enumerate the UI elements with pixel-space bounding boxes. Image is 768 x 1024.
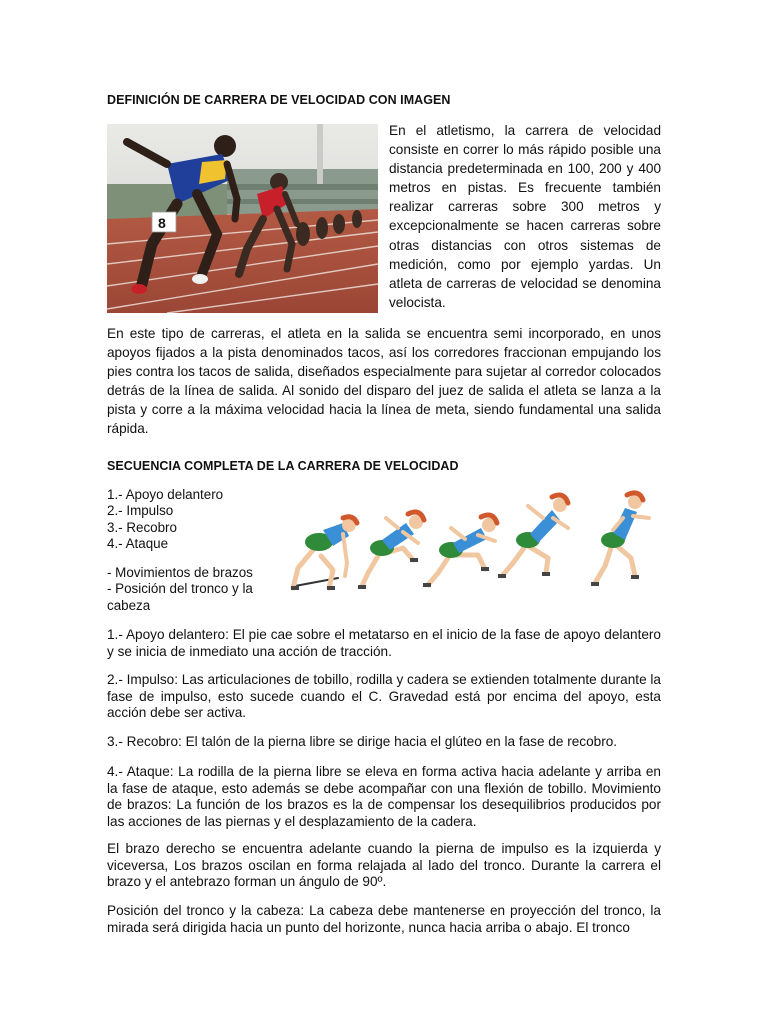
extras-list	[107, 565, 267, 614]
list-item: 3.- Recobro	[107, 519, 177, 535]
list-item: 2.- Impulso	[107, 503, 174, 519]
sprint-sequence-illustration	[283, 488, 668, 608]
paragraph-impulso: 2.- Impulso: Las articulaciones de tobillo, rodilla y cadera se extienden totalmente durante la fase de impulso, esto sucede cuando el C. Gravedad está por encima del apoyo, esta acción debe ser activa.	[107, 672, 661, 720]
paragraph-recobro: 3.- Recobro: El talón de la pierna libre se dirige hacia el glúteo en la fase de recobro.	[107, 734, 618, 749]
intro-paragraph: En el atletismo, la carrera de velocidad consiste en correr lo más rápido posible una distancia predeterminada en 100, 200 y 400 metros en pistas. Es frecuente también realizar carreras sobre 300 metros y excepcionalmente se hacen carreras sobre otras distancias con otros sistemas de medición, como por ejemplo yardas. Un atleta de carreras de velocidad se denomina velocista.	[389, 123, 661, 310]
list-item: 4.- Ataque	[107, 536, 169, 552]
start-paragraph: En este tipo de carreras, el atleta en la salida se encuentra semi incorporado, en unos apoyos fijados a la pista denominados tacos, así los corredores fraccionan empujando los pies contra los tacos de salida, diseñados especialmente para sujetar al corredor colocados detrás de la línea de salida. Al sonido del disparo del juez de salida el atleta se lanza a la pista y corre a la máxima velocidad hacia la línea de meta, siendo fundamental una salida rápida.	[107, 326, 661, 436]
phase-list	[107, 487, 267, 553]
paragraph-tronco-cabeza: Posición del tronco y la cabeza: La cabeza debe mantenerse en proyección del tronco, la mirada será dirigida hacia un punto del horizonte, nunca hacia arriba o abajo. El tronco	[107, 903, 661, 935]
page-title: DEFINICIÓN DE CARRERA DE VELOCIDAD CON IMAGEN	[107, 93, 451, 107]
section-title-sequence: SECUENCIA COMPLETA DE LA CARRERA DE VELOCIDAD	[107, 459, 459, 473]
paragraph-ataque: 4.- Ataque: La rodilla de la pierna libre se eleva en forma activa hacia adelante y arriba en la fase de ataque, esto además se debe acompañar con una flexión de tobillo. Movimiento de brazos: La función de los brazos es la de compensar los desequilibrios producidos por las acciones de las piernas y el desplazamiento de la cadera.	[107, 764, 661, 829]
svg-text:8: 8	[158, 215, 166, 231]
sprint-sequence-image	[283, 488, 668, 608]
sprint-start-image	[107, 124, 378, 313]
list-item: 1.- Apoyo delantero	[107, 487, 224, 502]
list-item: - Movimientos de brazos	[107, 565, 253, 580]
paragraph-brazos: El brazo derecho se encuentra adelante cuando la pierna de impulso es la izquierda y viceversa, Los brazos oscilan en forma relajada al lado del tronco. Durante la carrera el brazo y el antebrazo forman un ángulo de 90º.	[107, 841, 661, 889]
sprint-start-photo	[107, 124, 378, 313]
paragraph-apoyo-delantero: 1.- Apoyo delantero: El pie cae sobre el metatarso en el inicio de la fase de apoyo delantero y se inicia de inmediato una acción de tracción.	[107, 627, 661, 659]
list-item: - Posición del tronco y la cabeza	[107, 581, 253, 613]
